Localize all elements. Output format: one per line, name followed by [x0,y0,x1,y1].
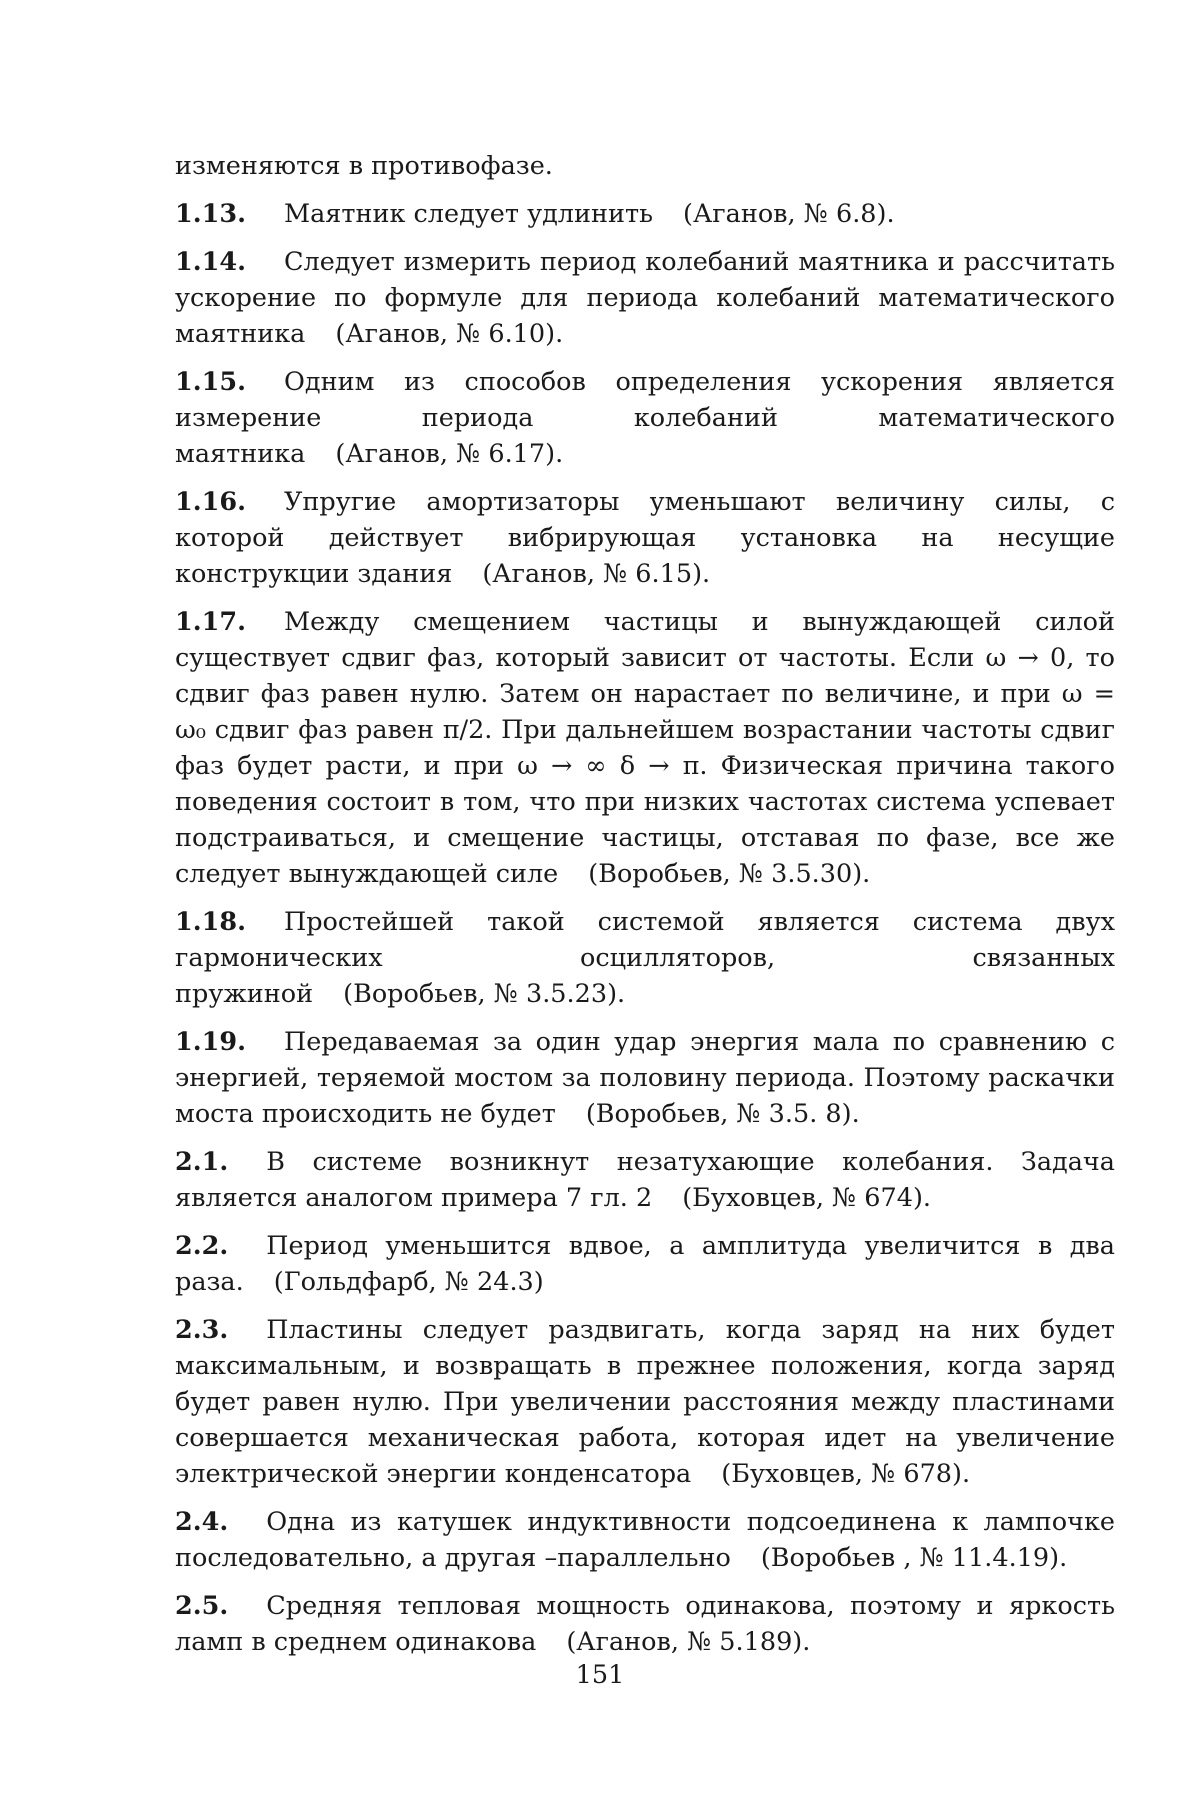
answer-2-4 [175,1504,1115,1576]
answer-number: 2.2. [175,1231,228,1261]
answer-1-14 [175,244,1115,352]
answer-source: (Аганов, № 6.17). [335,439,563,469]
answer-source: (Воробьев, № 3.5. 8). [586,1099,860,1129]
answer-source: (Аганов, № 6.15). [482,559,710,589]
answer-number: 1.13. [175,199,246,229]
answer-text: Пластины следует раздвигать, когда заряд на них будет максимальным, и возвращать в прежнее положения, когда заряд будет равен нулю. При увеличении расстояния между пластинами совершается механическая работа, которая идет на увеличение электрической энергии конденсатора [175,1315,1115,1489]
answer-text: Период уменьшится вдвое, а амплитуда увеличится в два раза. [175,1231,1115,1297]
answer-text: Между смещением частицы и вынуждающей силой существует сдвиг фаз, который зависит от частоты. Если ω → 0, то сдвиг фаз равен нулю. Затем он нарастает по величине, и при ω = ω₀ сдвиг фаз равен π/2. При дальнейшем возрастании частоты сдвиг фаз будет расти, и при ω → ∞ δ → π. Физическая причина такого поведения состоит в том, что при низких частотах система успевает подстраиваться, и смещение частицы, отставая по фазе, все же следует вынуждающей силе [175,607,1115,889]
answer-number: 1.15. [175,367,246,397]
answer-text: Одна из катушек индуктивности подсоединена к лампочке последовательно, а другая –параллельно [175,1507,1115,1573]
answer-source: (Аганов, № 5.189). [566,1627,810,1657]
answer-2-1 [175,1144,1115,1216]
answer-1-17 [175,604,1115,892]
answer-source: (Аганов, № 6.10). [335,319,563,349]
page-number: 151 [0,1660,1200,1690]
answer-number: 1.16. [175,487,246,517]
answer-text: Маятник следует удлинить [284,199,653,229]
answer-1-18 [175,904,1115,1012]
answer-source: (Гольдфарб, № 24.3) [274,1267,544,1297]
answer-text: Простейшей такой системой является система двух гармонических осцилляторов, связанных пружиной [175,907,1115,1009]
answer-text: Средняя тепловая мощность одинакова, поэтому и яркость ламп в среднем одинакова [175,1591,1115,1657]
answer-source: (Буховцев, № 678). [721,1459,970,1489]
answer-text: Следует измерить период колебаний маятника и рассчитать ускорение по формуле для периода колебаний математического маятника [175,247,1115,349]
answer-text: Одним из способов определения ускорения является измерение периода колебаний математического маятника [175,367,1115,469]
answer-number: 1.18. [175,907,246,937]
answer-number: 1.14. [175,247,246,277]
answer-1-19 [175,1024,1115,1132]
answer-source: (Воробьев, № 3.5.23). [343,979,625,1009]
answer-source: (Воробьев , № 11.4.19). [761,1543,1067,1573]
answer-2-3 [175,1312,1115,1492]
answer-source: (Буховцев, № 674). [682,1183,931,1213]
answer-number: 1.19. [175,1027,246,1057]
answer-2-5 [175,1588,1115,1660]
answer-source: (Аганов, № 6.8). [683,199,895,229]
answer-text: Упругие амортизаторы уменьшают величину силы, с которой действует вибрирующая установка на несущие конструкции здания [175,487,1115,589]
continuation-text: изменяются в противофазе. [175,148,1115,184]
answer-source: (Воробьев, № 3.5.30). [588,859,870,889]
answer-1-13 [175,196,1115,232]
answer-number: 2.3. [175,1315,228,1345]
answer-number: 2.1. [175,1147,228,1177]
answer-text: Передаваемая за один удар энергия мала по сравнению с энергией, теряемой мостом за половину периода. Поэтому раскачки моста происходить не будет [175,1027,1115,1129]
answer-number: 2.5. [175,1591,228,1621]
answer-number: 2.4. [175,1507,228,1537]
answer-2-2 [175,1228,1115,1300]
page-body [175,148,1115,1672]
answer-text: В системе возникнут незатухающие колебания. Задача является аналогом примера 7 гл. 2 [175,1147,1115,1213]
answer-1-16 [175,484,1115,592]
answer-1-15 [175,364,1115,472]
answer-number: 1.17. [175,607,246,637]
